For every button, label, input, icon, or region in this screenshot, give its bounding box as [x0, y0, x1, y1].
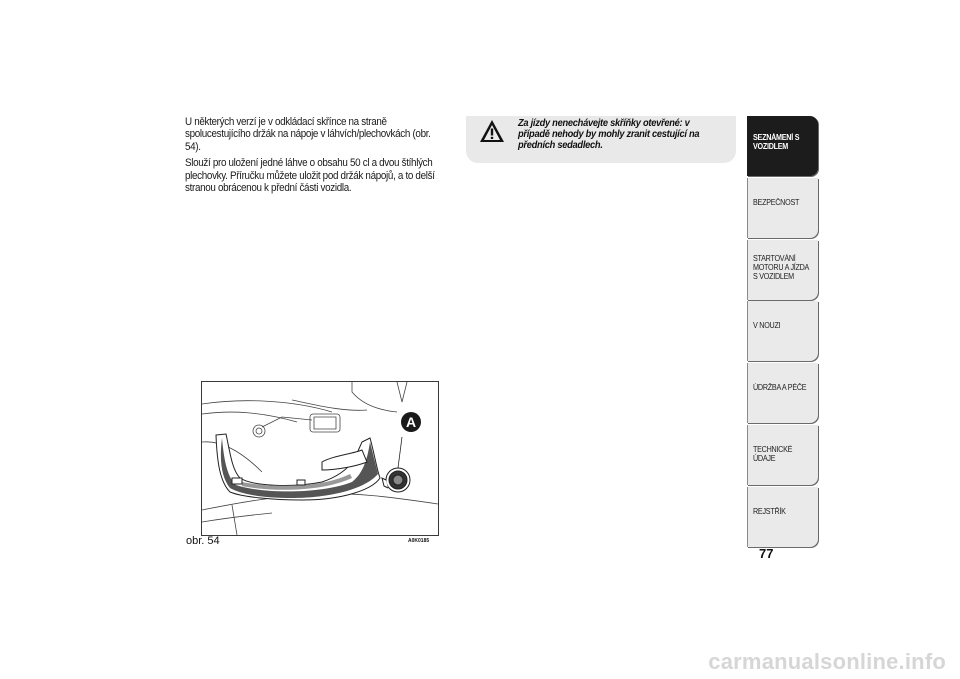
tab-startovani-motoru[interactable]: [747, 240, 818, 300]
tab-v-nouzi[interactable]: [747, 301, 818, 361]
body-text: [185, 116, 438, 198]
chapter-sidebar: [747, 116, 819, 549]
tab-label: V NOUZI: [753, 321, 781, 331]
warning-box: [466, 116, 736, 163]
figure-cup-holder: [201, 381, 439, 536]
page-number: 77: [759, 546, 774, 561]
tab-label: ÚDRŽBA A PÉČE: [753, 383, 807, 393]
figure-caption: obr. 54: [186, 535, 220, 547]
tab-seznameni-s-vozidlem[interactable]: [747, 116, 818, 176]
tab-label: TECHNICKÉ ÚDAJE: [753, 444, 793, 463]
warning-text: Za jízdy nenechávejte skříňky otevřené: v případě nehody by mohly zranit cestující na předních sedadlech.: [518, 118, 700, 151]
paragraph-2: Slouží pro uložení jedné láhve o obsahu 50 cl a dvou štíhlých plechovky. Příručku můžete uložit pod držák nápojů, a to delší stranou obrácenou k přední části vozidla.: [185, 157, 435, 195]
warning-triangle-icon: [479, 119, 505, 143]
tab-label: STARTOVÁNÍ MOTORU A JÍZDA S VOZIDLEM: [753, 253, 809, 281]
tab-technicke-udaje[interactable]: [747, 425, 818, 485]
figure-code: A0K0185: [408, 538, 430, 544]
watermark: carmanualsonline.info: [708, 649, 946, 674]
tab-label: REJSTŘÍK: [753, 506, 786, 516]
tab-label: SEZNÁMENÍ S VOZIDLEM: [753, 133, 800, 151]
cup-holder-illustration: [202, 382, 438, 535]
tab-udrzba-a-pece[interactable]: [747, 363, 818, 423]
tab-rejstrik[interactable]: [747, 487, 818, 547]
tab-bezpecnost[interactable]: [747, 178, 818, 238]
tab-label: BEZPEČNOST: [753, 197, 800, 207]
callout-a-label: A: [405, 414, 417, 430]
paragraph-1: U některých verzí je v odkládací skřínce na straně spolucestujícího držák na nápoje v láhvích/plechovkách (obr. 54).: [185, 116, 431, 153]
